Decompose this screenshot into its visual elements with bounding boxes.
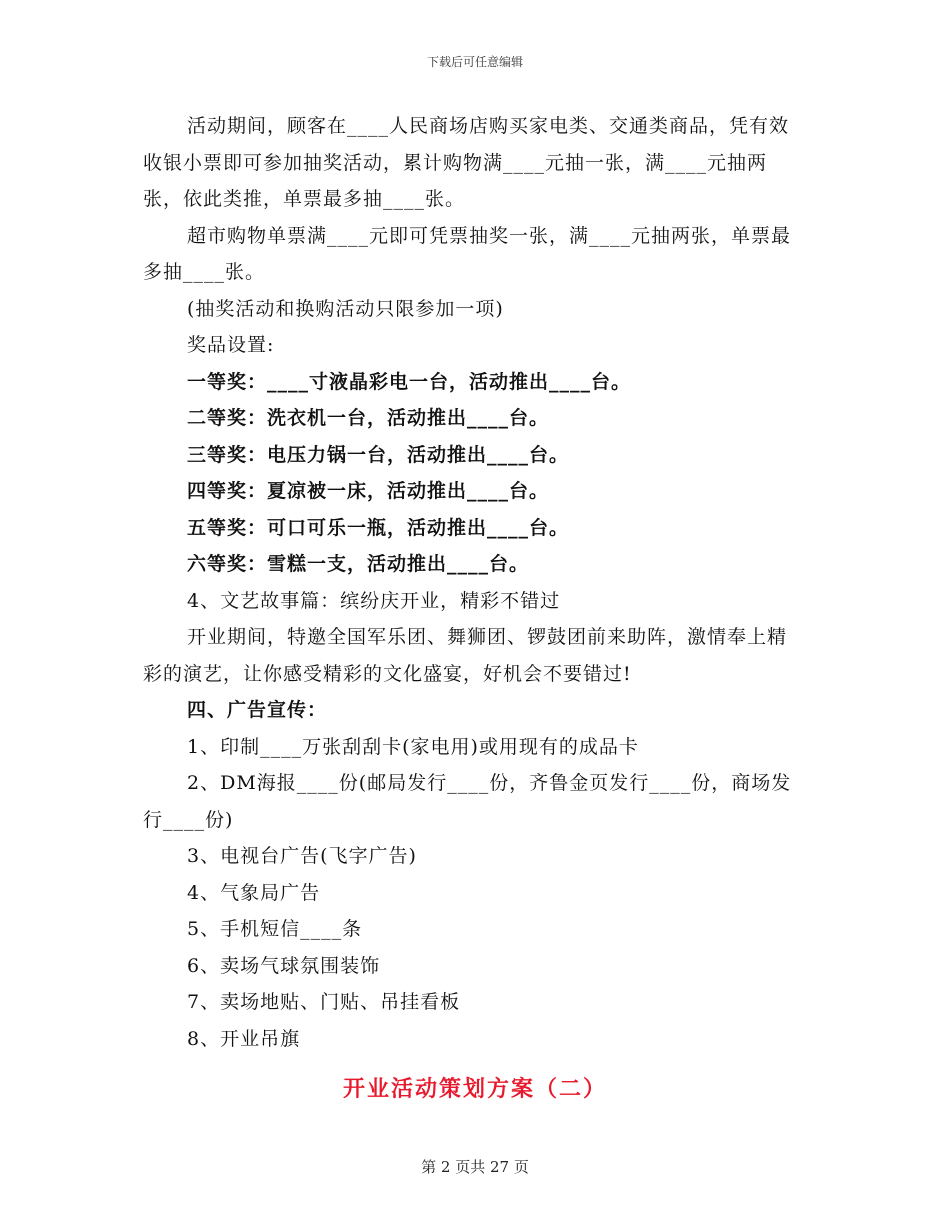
section-title: 开业活动策划方案（二） — [342, 1076, 607, 1102]
document-body — [143, 108, 803, 1057]
section-advertising-heading: 四、广告宣传： — [187, 699, 328, 721]
ad-item-5: 5、手机短信____条 — [187, 918, 363, 940]
paragraph-lottery: 活动期间，顾客在____人民商场店购买家电类、交通类商品，凭有效收银小票即可参加抽奖活动，累计购物满____元抽一张，满____元抽两张，依此类推，单票最多抽____张。 — [143, 115, 790, 210]
ad-item-3: 3、电视台广告(飞字广告) — [187, 845, 417, 867]
ad-item-1: 1、印制____万张刮刮卡(家电用)或用现有的成品卡 — [187, 735, 639, 758]
ad-item-7: 7、卖场地贴、门贴、吊挂看板 — [187, 991, 461, 1013]
prize-item-5: 五等奖：可口可乐一瓶，活动推出____台。 — [187, 516, 570, 539]
prize-item-6: 六等奖：雪糕一支，活动推出____台。 — [187, 553, 530, 575]
ad-item-4: 4、气象局广告 — [187, 881, 321, 904]
prize-item-2: 二等奖：洗衣机一台，活动推出____台。 — [187, 407, 550, 429]
paragraph-culture: 开业期间，特邀全国军乐团、舞狮团、锣鼓团前来助阵，激情奉上精彩的演艺，让你感受精彩的文化盛宴，好机会不要错过! — [143, 626, 788, 685]
ad-item-6: 6、卖场气球氛围装饰 — [187, 954, 381, 977]
prize-item-4: 四等奖：夏凉被一床，活动推出____台。 — [187, 480, 550, 502]
prize-settings-heading: 奖品设置: — [187, 334, 275, 356]
paragraph-culture-heading: 4、文艺故事篇：缤纷庆开业，精彩不错过 — [187, 589, 561, 612]
paragraph-supermarket: 超市购物单票满____元即可凭票抽奖一张，满____元抽两张，单票最多抽____张。 — [143, 224, 792, 283]
prize-item-3: 三等奖：电压力锅一台，活动推出____台。 — [187, 443, 570, 466]
paragraph-note: (抽奖活动和换购活动只限参加一项) — [187, 297, 504, 320]
ad-item-8: 8、开业吊旗 — [187, 1027, 301, 1050]
prize-item-1: 一等奖：____寸液晶彩电一台，活动推出____台。 — [187, 370, 632, 393]
ad-item-2: 2、DM海报____份(邮局发行____份，齐鲁金页发行____份，商场发行____份) — [143, 772, 792, 831]
page-footer: 第 2 页共 27 页 — [421, 1158, 529, 1176]
page-header: 下载后可任意编辑 — [426, 55, 523, 69]
